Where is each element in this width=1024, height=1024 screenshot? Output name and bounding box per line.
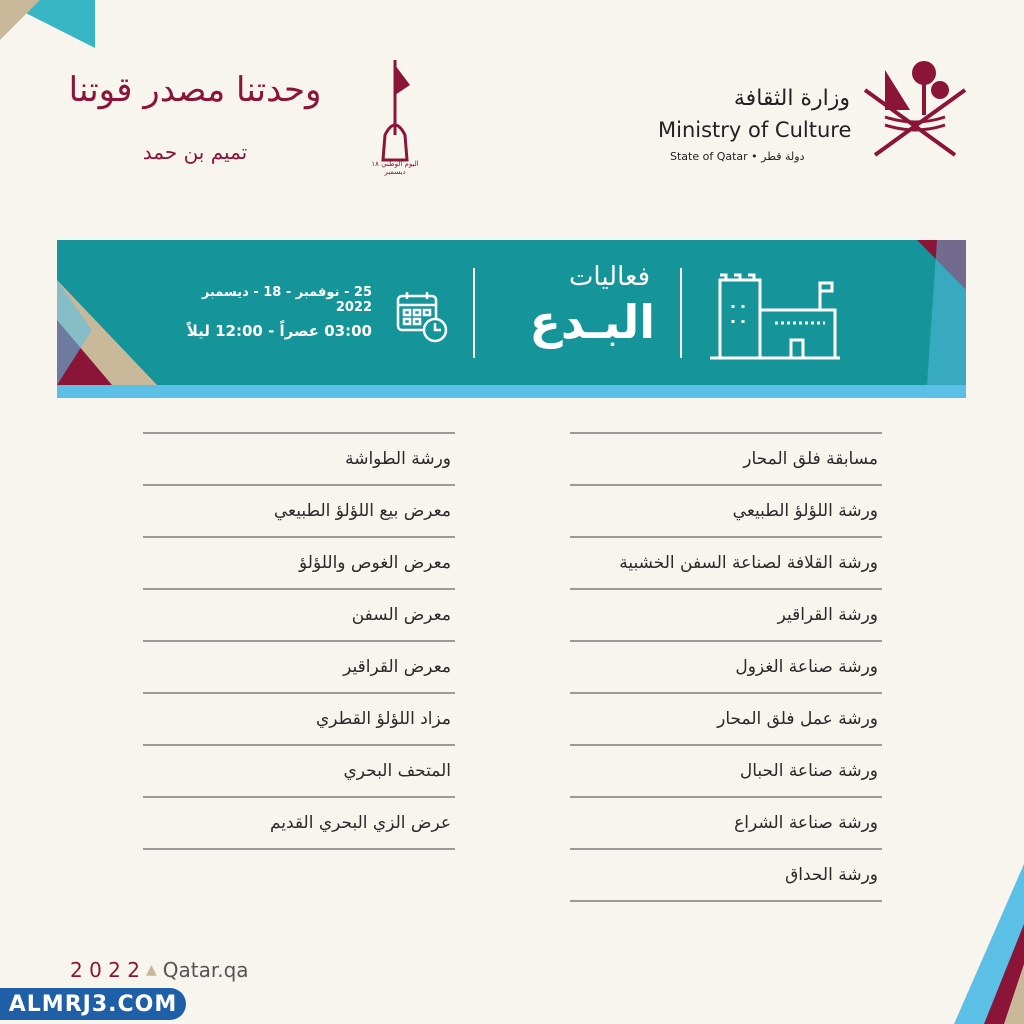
corner-decoration-top-left — [0, 0, 110, 60]
corner-decoration-bottom-right — [924, 864, 1024, 1024]
banner-title-large: البـدع — [529, 295, 655, 349]
events-list-left — [143, 432, 455, 850]
list-item: مسابقة فلق المحار — [570, 432, 882, 484]
calendar-clock-icon — [395, 290, 450, 345]
divider — [473, 268, 475, 358]
list-item: ورشة صناعة الشراع — [570, 796, 882, 848]
national-day-text: اليوم الوطني ١٨ ديسمبر — [371, 160, 419, 176]
list-item: ورشة القلافة لصناعة السفن الخشبية — [570, 536, 882, 588]
ministry-name-ar: وزارة الثقافة — [733, 86, 850, 111]
triangle-icon: ▲ — [145, 962, 157, 978]
banner-title-small: فعاليات — [568, 262, 650, 292]
list-item: معرض بيع اللؤلؤ الطبيعي — [143, 484, 455, 536]
slogan: وحدتنا مصدر قوتنا — [68, 70, 322, 110]
watermark: ALMRJ3.COM — [0, 988, 186, 1020]
footer-year: 2 0 2 2 — [70, 958, 140, 982]
fort-icon — [705, 265, 845, 360]
list-item: معرض القراقير — [143, 640, 455, 692]
divider — [680, 268, 682, 358]
list-item: عرض الزي البحري القديم — [143, 796, 455, 848]
event-dates: 25 - نوفمبر - 18 - ديسمبر 2022 — [201, 285, 372, 315]
list-item: ورشة الطواشة — [143, 432, 455, 484]
footer — [70, 958, 249, 982]
events-list-right — [570, 432, 882, 902]
state-label: State of Qatar • دولة قطر — [670, 150, 805, 163]
signature: تميم بن حمد — [142, 140, 248, 164]
list-item: ورشة صناعة الحبال — [570, 744, 882, 796]
footer-site[interactable]: Qatar.qa — [162, 958, 249, 982]
list-item: المتحف البحري — [143, 744, 455, 796]
list-item: ورشة القراقير — [570, 588, 882, 640]
list-item: ورشة الحداق — [570, 848, 882, 900]
list-item: معرض الغوص واللؤلؤ — [143, 536, 455, 588]
list-item: معرض السفن — [143, 588, 455, 640]
list-item: ورشة صناعة الغزول — [570, 640, 882, 692]
list-item: مزاد اللؤلؤ القطري — [143, 692, 455, 744]
ministry-name-en: Ministry of Culture — [658, 118, 852, 142]
banner-strip — [57, 385, 966, 398]
national-day-logo — [365, 55, 425, 175]
list-item: ورشة اللؤلؤ الطبيعي — [570, 484, 882, 536]
qatar-emblem-icon — [860, 55, 970, 165]
event-times: 03:00 عصراً - 12:00 ليلاً — [186, 322, 372, 340]
list-item: ورشة عمل فلق المحار — [570, 692, 882, 744]
